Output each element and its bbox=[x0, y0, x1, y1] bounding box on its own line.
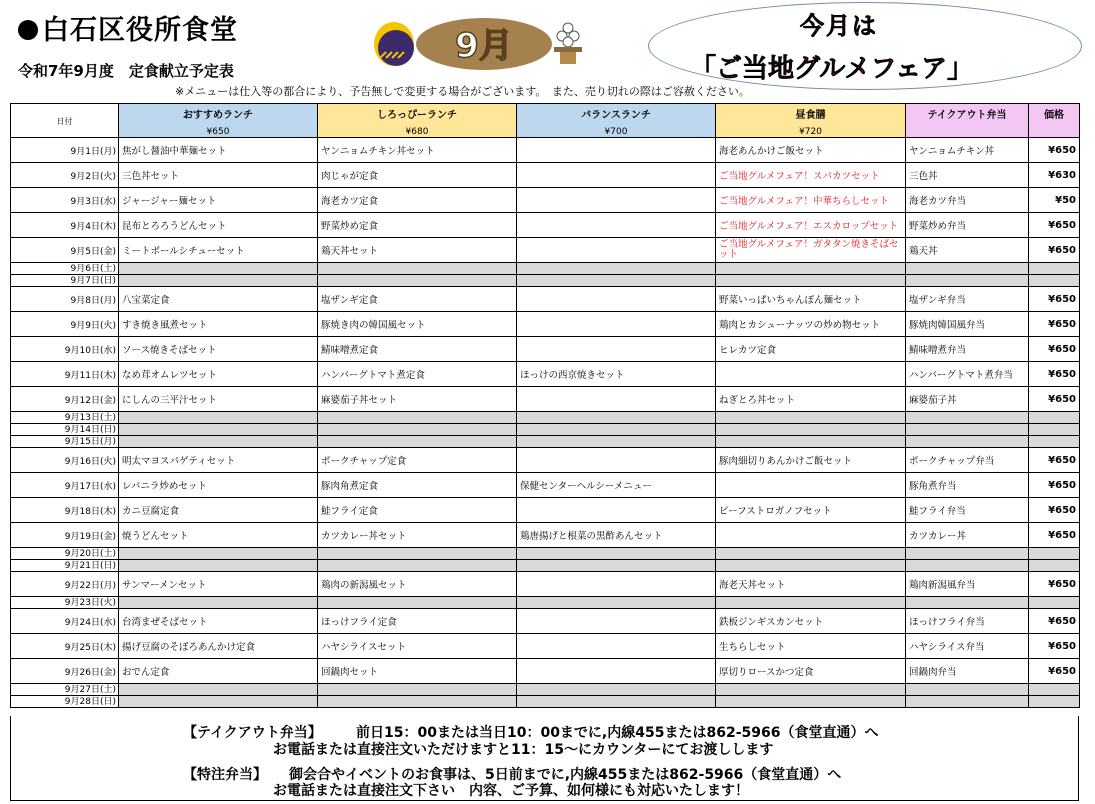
chushokuzen-cell bbox=[716, 436, 906, 448]
date-cell: 9月20日(土) bbox=[11, 548, 119, 560]
month-label: 9月 bbox=[455, 26, 513, 66]
price-cell bbox=[1029, 263, 1080, 275]
fair-banner-line1: 今月は bbox=[800, 12, 878, 40]
column-header-price: 価格 bbox=[1029, 104, 1080, 138]
price-cell bbox=[1029, 597, 1080, 609]
takeout-cell: ヤンニョムチキン丼 bbox=[906, 138, 1029, 163]
table-header-row bbox=[11, 104, 1080, 138]
osusume-cell: 三色丼セット bbox=[119, 163, 318, 188]
chushokuzen-cell: 野菜いっぱいちゃんぽん麺セット bbox=[716, 287, 906, 312]
shiroppi-cell: 野菜炒め定食 bbox=[318, 213, 517, 238]
balance-cell bbox=[517, 597, 716, 609]
osusume-cell: 焼うどんセット bbox=[119, 523, 318, 548]
shiroppi-cell bbox=[318, 275, 517, 287]
table-row bbox=[11, 213, 1080, 238]
date-cell: 9月13日(土) bbox=[11, 412, 119, 424]
date-cell: 9月16日(火) bbox=[11, 448, 119, 473]
column-header-balance: バランスランチ ¥700 bbox=[517, 104, 716, 138]
osusume-cell bbox=[119, 424, 318, 436]
shiroppi-cell: 鮭フライ定食 bbox=[318, 498, 517, 523]
shiroppi-cell: 豚焼き肉の韓国風セット bbox=[318, 312, 517, 337]
chushokuzen-cell bbox=[716, 597, 906, 609]
price-cell bbox=[1029, 548, 1080, 560]
chushokuzen-cell: ご当地グルメフェア！エスカロップセット bbox=[716, 213, 906, 238]
shiroppi-cell: ハンバーグトマト煮定食 bbox=[318, 362, 517, 387]
menu-notice: ※メニューは仕入等の都合により、予告無しで変更する場合がございます。 また、売り切れの際はご容赦ください。 bbox=[175, 85, 750, 98]
price-cell: ¥650 bbox=[1029, 287, 1080, 312]
shiroppi-cell: ハヤシライスセット bbox=[318, 634, 517, 659]
osusume-cell: ミートボールシチューセット bbox=[119, 238, 318, 263]
balance-cell bbox=[517, 609, 716, 634]
date-cell: 9月15日(月) bbox=[11, 436, 119, 448]
osusume-cell bbox=[119, 560, 318, 572]
price-cell: ¥650 bbox=[1029, 387, 1080, 412]
chushokuzen-cell: 海老天丼セット bbox=[716, 572, 906, 597]
chushokuzen-cell: 厚切りロースかつ定食 bbox=[716, 659, 906, 684]
table-row bbox=[11, 684, 1080, 696]
balance-cell bbox=[517, 263, 716, 275]
shiroppi-cell bbox=[318, 548, 517, 560]
balance-cell bbox=[517, 424, 716, 436]
table-row bbox=[11, 424, 1080, 436]
takeout-cell bbox=[906, 436, 1029, 448]
takeout-cell: ほっけフライ弁当 bbox=[906, 609, 1029, 634]
chushokuzen-cell bbox=[716, 523, 906, 548]
date-cell: 9月27日(土) bbox=[11, 684, 119, 696]
table-row bbox=[11, 412, 1080, 424]
chushokuzen-cell bbox=[716, 263, 906, 275]
chushokuzen-cell: ご当地グルメフェア！ガタタン焼きそばセット bbox=[716, 238, 906, 263]
balance-cell bbox=[517, 412, 716, 424]
osusume-cell bbox=[119, 275, 318, 287]
shiroppi-cell: ほっけフライ定食 bbox=[318, 609, 517, 634]
table-row bbox=[11, 523, 1080, 548]
date-cell: 9月19日(金) bbox=[11, 523, 119, 548]
menu-table bbox=[10, 103, 1080, 708]
osusume-cell: すき焼き風煮セット bbox=[119, 312, 318, 337]
chushokuzen-cell bbox=[716, 560, 906, 572]
table-row bbox=[11, 238, 1080, 263]
shiroppi-cell bbox=[318, 263, 517, 275]
price-cell bbox=[1029, 424, 1080, 436]
table-row bbox=[11, 659, 1080, 684]
date-cell: 9月6日(土) bbox=[11, 263, 119, 275]
balance-cell bbox=[517, 572, 716, 597]
table-row bbox=[11, 387, 1080, 412]
osusume-cell: 明太マヨスパゲティセット bbox=[119, 448, 318, 473]
ohagi-icon bbox=[374, 22, 414, 66]
shiroppi-cell: 鯖味噌煮定食 bbox=[318, 337, 517, 362]
table-row bbox=[11, 448, 1080, 473]
date-cell: 9月12日(金) bbox=[11, 387, 119, 412]
price-cell bbox=[1029, 684, 1080, 696]
shiroppi-cell: ポークチャップ定食 bbox=[318, 448, 517, 473]
balance-cell bbox=[517, 548, 716, 560]
table-row bbox=[11, 312, 1080, 337]
price-cell: ¥650 bbox=[1029, 634, 1080, 659]
tsukimi-dango-icon bbox=[554, 23, 582, 64]
price-cell: ¥650 bbox=[1029, 312, 1080, 337]
column-header-chushokuzen: 昼食膳 ¥720 bbox=[716, 104, 906, 138]
takeout-cell: 鶏肉新潟風弁当 bbox=[906, 572, 1029, 597]
date-cell: 9月11日(木) bbox=[11, 362, 119, 387]
date-cell: 9月17日(水) bbox=[11, 473, 119, 498]
chushokuzen-cell: ご当地グルメフェア！中華ちらしセット bbox=[716, 188, 906, 213]
osusume-cell: ソース焼きそばセット bbox=[119, 337, 318, 362]
price-cell: ¥650 bbox=[1029, 659, 1080, 684]
osusume-cell: なめ茸オムレツセット bbox=[119, 362, 318, 387]
takeout-cell: 鶏天丼 bbox=[906, 238, 1029, 263]
takeout-cell: 豚角煮弁当 bbox=[906, 473, 1029, 498]
balance-cell bbox=[517, 634, 716, 659]
shiroppi-cell bbox=[318, 696, 517, 708]
price-cell: ¥630 bbox=[1029, 163, 1080, 188]
balance-cell bbox=[517, 238, 716, 263]
table-row bbox=[11, 548, 1080, 560]
shiroppi-cell: カツカレー丼セット bbox=[318, 523, 517, 548]
balance-cell bbox=[517, 560, 716, 572]
table-row bbox=[11, 498, 1080, 523]
balance-cell: 保健センターヘルシーメニュー bbox=[517, 473, 716, 498]
page-title-text: 白石区役所食堂 bbox=[42, 15, 238, 46]
takeout-cell: 三色丼 bbox=[906, 163, 1029, 188]
table-row bbox=[11, 436, 1080, 448]
price-cell: ¥650 bbox=[1029, 448, 1080, 473]
takeout-cell bbox=[906, 696, 1029, 708]
page-subtitle: 令和7年9月度 定食献立予定表 bbox=[18, 62, 234, 80]
shiroppi-cell bbox=[318, 424, 517, 436]
chushokuzen-cell: 鶏肉とカシューナッツの炒め物セット bbox=[716, 312, 906, 337]
shiroppi-cell: 豚肉角煮定食 bbox=[318, 473, 517, 498]
balance-cell: 鶏唐揚げと根菜の黒酢あんセット bbox=[517, 523, 716, 548]
takeout-cell: 野菜炒め弁当 bbox=[906, 213, 1029, 238]
osusume-cell: 八宝菜定食 bbox=[119, 287, 318, 312]
menu-table-body bbox=[11, 138, 1080, 708]
date-cell: 9月4日(木) bbox=[11, 213, 119, 238]
special-line2: お電話または直接注文下さい 内容、ご予算、如何様にも対応いたします！ bbox=[273, 783, 749, 799]
balance-cell bbox=[517, 213, 716, 238]
table-row bbox=[11, 609, 1080, 634]
osusume-cell: 昆布とろろうどんセット bbox=[119, 213, 318, 238]
table-row bbox=[11, 263, 1080, 275]
date-cell: 9月22日(月) bbox=[11, 572, 119, 597]
table-row bbox=[11, 275, 1080, 287]
osusume-cell: 焦がし醤油中華麺セット bbox=[119, 138, 318, 163]
takeout-cell bbox=[906, 424, 1029, 436]
price-cell: ¥650 bbox=[1029, 609, 1080, 634]
chushokuzen-cell: 豚肉細切りあんかけご飯セット bbox=[716, 448, 906, 473]
osusume-cell: 台湾まぜそばセット bbox=[119, 609, 318, 634]
date-cell: 9月18日(木) bbox=[11, 498, 119, 523]
table-row bbox=[11, 634, 1080, 659]
takeout-cell: カツカレー丼 bbox=[906, 523, 1029, 548]
takeout-cell bbox=[906, 684, 1029, 696]
balance-cell bbox=[517, 337, 716, 362]
date-cell: 9月8日(月) bbox=[11, 287, 119, 312]
price-cell bbox=[1029, 696, 1080, 708]
date-cell: 9月5日(金) bbox=[11, 238, 119, 263]
shiroppi-cell: 塩ザンギ定食 bbox=[318, 287, 517, 312]
balance-cell bbox=[517, 659, 716, 684]
takeout-cell: 塩ザンギ弁当 bbox=[906, 287, 1029, 312]
date-cell: 9月7日(日) bbox=[11, 275, 119, 287]
column-header-osusume: おすすめランチ ¥650 bbox=[119, 104, 318, 138]
date-cell: 9月3日(水) bbox=[11, 188, 119, 213]
balance-cell bbox=[517, 163, 716, 188]
price-cell: ¥50 bbox=[1029, 188, 1080, 213]
page-title bbox=[18, 8, 238, 47]
shiroppi-cell bbox=[318, 597, 517, 609]
chushokuzen-cell: ビーフストロガノフセット bbox=[716, 498, 906, 523]
balance-cell bbox=[517, 188, 716, 213]
shiroppi-cell: 肉じゃが定食 bbox=[318, 163, 517, 188]
price-cell bbox=[1029, 560, 1080, 572]
chushokuzen-cell bbox=[716, 362, 906, 387]
table-row bbox=[11, 597, 1080, 609]
takeout-cell bbox=[906, 597, 1029, 609]
table-row bbox=[11, 138, 1080, 163]
osusume-cell: サンマーメンセット bbox=[119, 572, 318, 597]
price-cell bbox=[1029, 412, 1080, 424]
shiroppi-cell: 鶏天丼セット bbox=[318, 238, 517, 263]
osusume-cell: 揚げ豆腐のそぼろあんかけ定食 bbox=[119, 634, 318, 659]
osusume-cell: レバニラ炒めセット bbox=[119, 473, 318, 498]
takeout-line1: 前日15：00または当日10：00までに,内線455または862-5966（食堂直通）へ bbox=[356, 725, 879, 741]
date-cell: 9月1日(月) bbox=[11, 138, 119, 163]
balance-cell bbox=[517, 312, 716, 337]
shiroppi-cell bbox=[318, 684, 517, 696]
price-cell: ¥650 bbox=[1029, 138, 1080, 163]
chushokuzen-cell: ご当地グルメフェア！スパカツセット bbox=[716, 163, 906, 188]
osusume-cell: おでん定食 bbox=[119, 659, 318, 684]
month-badge bbox=[372, 14, 590, 74]
bullet-dot-icon bbox=[18, 20, 38, 40]
table-row bbox=[11, 473, 1080, 498]
date-cell: 9月14日(日) bbox=[11, 424, 119, 436]
takeout-line2: お電話または直接注文いただけますと11：15～にカウンターにてお渡しします bbox=[273, 742, 774, 758]
osusume-cell bbox=[119, 263, 318, 275]
osusume-cell: ジャージャー麺セット bbox=[119, 188, 318, 213]
chushokuzen-cell bbox=[716, 696, 906, 708]
chushokuzen-cell: ヒレカツ定食 bbox=[716, 337, 906, 362]
balance-cell bbox=[517, 498, 716, 523]
shiroppi-cell: 回鍋肉セット bbox=[318, 659, 517, 684]
table-row bbox=[11, 188, 1080, 213]
price-cell: ¥650 bbox=[1029, 362, 1080, 387]
balance-cell bbox=[517, 287, 716, 312]
price-cell bbox=[1029, 436, 1080, 448]
chushokuzen-cell bbox=[716, 548, 906, 560]
osusume-cell bbox=[119, 597, 318, 609]
date-cell: 9月2日(火) bbox=[11, 163, 119, 188]
date-cell: 9月25日(木) bbox=[11, 634, 119, 659]
chushokuzen-cell bbox=[716, 473, 906, 498]
date-cell: 9月9日(火) bbox=[11, 312, 119, 337]
chushokuzen-cell: 鉄板ジンギスカンセット bbox=[716, 609, 906, 634]
balance-cell bbox=[517, 696, 716, 708]
chushokuzen-cell bbox=[716, 424, 906, 436]
price-cell: ¥650 bbox=[1029, 473, 1080, 498]
balance-cell bbox=[517, 448, 716, 473]
chushokuzen-cell bbox=[716, 275, 906, 287]
takeout-cell: 豚焼肉韓国風弁当 bbox=[906, 312, 1029, 337]
special-label: 【特注弁当】 bbox=[183, 767, 267, 783]
fair-banner-line2: 「ご当地グルメフェア」 bbox=[690, 54, 974, 84]
takeout-cell bbox=[906, 412, 1029, 424]
column-header-date: 日付 bbox=[11, 104, 119, 138]
order-info-footer bbox=[10, 716, 1079, 801]
takeout-cell bbox=[906, 275, 1029, 287]
table-row bbox=[11, 362, 1080, 387]
table-row bbox=[11, 163, 1080, 188]
takeout-cell: 鮭フライ弁当 bbox=[906, 498, 1029, 523]
table-row bbox=[11, 560, 1080, 572]
price-cell: ¥650 bbox=[1029, 213, 1080, 238]
shiroppi-cell bbox=[318, 412, 517, 424]
takeout-label: 【テイクアウト弁当】 bbox=[183, 725, 322, 741]
osusume-cell bbox=[119, 436, 318, 448]
takeout-cell bbox=[906, 548, 1029, 560]
chushokuzen-cell: ねぎとろ丼セット bbox=[716, 387, 906, 412]
date-cell: 9月26日(金) bbox=[11, 659, 119, 684]
osusume-cell: カニ豆腐定食 bbox=[119, 498, 318, 523]
column-header-takeout: テイクアウト弁当 bbox=[906, 104, 1029, 138]
balance-cell bbox=[517, 275, 716, 287]
price-cell bbox=[1029, 275, 1080, 287]
balance-cell bbox=[517, 684, 716, 696]
takeout-cell bbox=[906, 263, 1029, 275]
price-cell: ¥650 bbox=[1029, 523, 1080, 548]
takeout-cell bbox=[906, 560, 1029, 572]
price-cell: ¥650 bbox=[1029, 498, 1080, 523]
shiroppi-cell: 海老カツ定食 bbox=[318, 188, 517, 213]
balance-cell bbox=[517, 138, 716, 163]
chushokuzen-cell bbox=[716, 684, 906, 696]
date-cell: 9月28日(日) bbox=[11, 696, 119, 708]
table-row bbox=[11, 337, 1080, 362]
shiroppi-cell: ヤンニョムチキン丼セット bbox=[318, 138, 517, 163]
chushokuzen-cell bbox=[716, 412, 906, 424]
takeout-cell: ポークチャップ弁当 bbox=[906, 448, 1029, 473]
shiroppi-cell bbox=[318, 436, 517, 448]
takeout-cell: ハヤシライス弁当 bbox=[906, 634, 1029, 659]
chushokuzen-cell: 生ちらしセット bbox=[716, 634, 906, 659]
takeout-cell: ハンバーグトマト煮弁当 bbox=[906, 362, 1029, 387]
osusume-cell bbox=[119, 696, 318, 708]
osusume-cell: にしんの三平汁セット bbox=[119, 387, 318, 412]
date-cell: 9月10日(水) bbox=[11, 337, 119, 362]
takeout-cell: 回鍋肉弁当 bbox=[906, 659, 1029, 684]
column-header-shiroppi: しろっぴーランチ ¥680 bbox=[318, 104, 517, 138]
takeout-cell: 海老カツ弁当 bbox=[906, 188, 1029, 213]
shiroppi-cell: 鶏肉の新潟風セット bbox=[318, 572, 517, 597]
price-cell: ¥650 bbox=[1029, 572, 1080, 597]
date-cell: 9月21日(日) bbox=[11, 560, 119, 572]
date-cell: 9月23日(火) bbox=[11, 597, 119, 609]
table-row bbox=[11, 696, 1080, 708]
shiroppi-cell: 麻婆茄子丼セット bbox=[318, 387, 517, 412]
shiroppi-cell bbox=[318, 560, 517, 572]
osusume-cell bbox=[119, 412, 318, 424]
takeout-cell: 麻婆茄子丼 bbox=[906, 387, 1029, 412]
price-cell: ¥650 bbox=[1029, 238, 1080, 263]
date-cell: 9月24日(水) bbox=[11, 609, 119, 634]
balance-cell bbox=[517, 387, 716, 412]
balance-cell: ほっけの西京焼きセット bbox=[517, 362, 716, 387]
special-line1: 御会合やイベントのお食事は、5日前までに,内線455または862-5966（食堂直通）へ bbox=[289, 767, 842, 783]
price-cell: ¥650 bbox=[1029, 337, 1080, 362]
osusume-cell bbox=[119, 684, 318, 696]
chushokuzen-cell: 海老あんかけご飯セット bbox=[716, 138, 906, 163]
balance-cell bbox=[517, 436, 716, 448]
table-row bbox=[11, 287, 1080, 312]
takeout-cell: 鯖味噌煮弁当 bbox=[906, 337, 1029, 362]
table-row bbox=[11, 572, 1080, 597]
osusume-cell bbox=[119, 548, 318, 560]
